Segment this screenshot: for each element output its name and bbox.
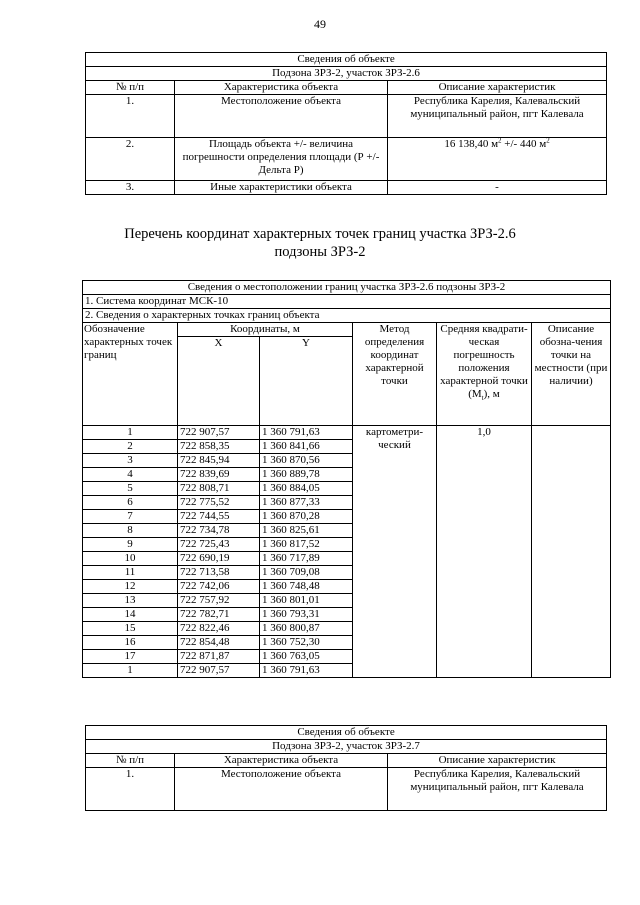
row-description: - bbox=[388, 181, 607, 195]
point-y: 1 360 791,63 bbox=[260, 664, 353, 678]
col-designation-header: Обозначение характерных точек границ bbox=[83, 323, 178, 426]
point-y: 1 360 870,56 bbox=[260, 454, 353, 468]
point-number: 5 bbox=[83, 482, 178, 496]
point-y: 1 360 791,63 bbox=[260, 426, 353, 440]
point-y: 1 360 877,33 bbox=[260, 496, 353, 510]
point-number: 1 bbox=[83, 426, 178, 440]
point-y: 1 360 709,08 bbox=[260, 566, 353, 580]
row-number: 3. bbox=[86, 181, 175, 195]
table-subtitle: Подзона ЗРЗ-2, участок ЗРЗ-2.7 bbox=[86, 740, 607, 754]
row-number: 1. bbox=[86, 768, 175, 811]
point-x: 722 782,71 bbox=[178, 608, 260, 622]
point-x: 722 775,52 bbox=[178, 496, 260, 510]
point-y: 1 360 793,31 bbox=[260, 608, 353, 622]
col-method-header: Метод определения координат характерной точки bbox=[353, 323, 437, 426]
header-description: Описание характеристик bbox=[388, 81, 607, 95]
coordinates-table bbox=[82, 280, 611, 678]
heading-line-1: Перечень координат характерных точек границ участка ЗРЗ-2.6 bbox=[124, 226, 516, 242]
point-y: 1 360 748,48 bbox=[260, 580, 353, 594]
col-coords-header: Координаты, м bbox=[178, 323, 353, 337]
header-characteristic: Характеристика объекта bbox=[175, 81, 388, 95]
object-info-table-zrz-2-7 bbox=[85, 725, 607, 811]
method-value: картометри-ческий bbox=[353, 426, 437, 678]
point-number: 15 bbox=[83, 622, 178, 636]
point-x: 722 907,57 bbox=[178, 426, 260, 440]
point-x: 722 808,71 bbox=[178, 482, 260, 496]
col-y-header: Y bbox=[260, 337, 353, 426]
coords-table-title: Сведения о местоположении границ участка ЗРЗ-2.6 подзоны ЗРЗ-2 bbox=[83, 281, 611, 295]
point-number: 4 bbox=[83, 468, 178, 482]
point-number: 3 bbox=[83, 454, 178, 468]
point-x: 722 713,58 bbox=[178, 566, 260, 580]
point-y: 1 360 717,89 bbox=[260, 552, 353, 566]
row-description: Республика Карелия, Калевальский муниципальный район, пгт Калевала bbox=[388, 768, 607, 811]
point-y: 1 360 763,05 bbox=[260, 650, 353, 664]
point-number: 2 bbox=[83, 440, 178, 454]
error-value: 1,0 bbox=[437, 426, 532, 678]
point-y: 1 360 817,52 bbox=[260, 538, 353, 552]
table-title: Сведения об объекте bbox=[86, 726, 607, 740]
point-x: 722 757,92 bbox=[178, 594, 260, 608]
heading-line-2: подзоны ЗРЗ-2 bbox=[274, 244, 366, 260]
point-y: 1 360 752,30 bbox=[260, 636, 353, 650]
point-number: 6 bbox=[83, 496, 178, 510]
point-x: 722 871,87 bbox=[178, 650, 260, 664]
point-y: 1 360 884,05 bbox=[260, 482, 353, 496]
point-y: 1 360 825,61 bbox=[260, 524, 353, 538]
point-x: 722 690,19 bbox=[178, 552, 260, 566]
row-characteristic: Местоположение объекта bbox=[175, 95, 388, 138]
point-x: 722 744,55 bbox=[178, 510, 260, 524]
section-heading bbox=[80, 225, 560, 261]
point-number: 1 bbox=[83, 664, 178, 678]
point-number: 13 bbox=[83, 594, 178, 608]
row-characteristic: Площадь объекта +/- величина погрешности определения площади (Р +/- Дельта Р) bbox=[175, 138, 388, 181]
point-x: 722 858,35 bbox=[178, 440, 260, 454]
header-description: Описание характеристик bbox=[388, 754, 607, 768]
point-number: 17 bbox=[83, 650, 178, 664]
col-x-header: X bbox=[178, 337, 260, 426]
col-description-header: Описание обозна-чения точки на местности (при наличии) bbox=[532, 323, 611, 426]
point-x: 722 725,43 bbox=[178, 538, 260, 552]
points-body bbox=[83, 426, 611, 678]
point-number: 8 bbox=[83, 524, 178, 538]
point-y: 1 360 889,78 bbox=[260, 468, 353, 482]
row-description: 16 138,40 $м^2$ +/- 440 $м^2$ bbox=[388, 138, 607, 181]
coord-system-row: 1. Система координат МСК-10 bbox=[83, 295, 611, 309]
point-number: 9 bbox=[83, 538, 178, 552]
point-y: 1 360 870,28 bbox=[260, 510, 353, 524]
point-x: 722 907,57 bbox=[178, 664, 260, 678]
header-number: № п/п bbox=[86, 81, 175, 95]
row-number: 1. bbox=[86, 95, 175, 138]
point-description-cell bbox=[532, 426, 611, 678]
points-section-row: 2. Сведения о характерных точках границ объекта bbox=[83, 309, 611, 323]
page-number: 49 bbox=[314, 17, 326, 31]
point-x: 722 734,78 bbox=[178, 524, 260, 538]
point-y: 1 360 801,01 bbox=[260, 594, 353, 608]
row-number: 2. bbox=[86, 138, 175, 181]
row-characteristic: Местоположение объекта bbox=[175, 768, 388, 811]
point-number: 11 bbox=[83, 566, 178, 580]
header-characteristic: Характеристика объекта bbox=[175, 754, 388, 768]
point-number: 7 bbox=[83, 510, 178, 524]
col-error-header: Средняя квадрати-ческая погрешность положения характерной точки $(M_t)$, м bbox=[437, 323, 532, 426]
point-y: 1 360 800,87 bbox=[260, 622, 353, 636]
row-characteristic: Иные характеристики объекта bbox=[175, 181, 388, 195]
point-x: 722 742,06 bbox=[178, 580, 260, 594]
table-subtitle: Подзона ЗРЗ-2, участок ЗРЗ-2.6 bbox=[86, 67, 607, 81]
point-x: 722 845,94 bbox=[178, 454, 260, 468]
point-number: 10 bbox=[83, 552, 178, 566]
point-x: 722 822,46 bbox=[178, 622, 260, 636]
point-x: 722 839,69 bbox=[178, 468, 260, 482]
coordinate-row bbox=[83, 426, 611, 440]
table-title: Сведения об объекте bbox=[86, 53, 607, 67]
header-number: № п/п bbox=[86, 754, 175, 768]
point-number: 12 bbox=[83, 580, 178, 594]
point-y: 1 360 841,66 bbox=[260, 440, 353, 454]
point-x: 722 854,48 bbox=[178, 636, 260, 650]
row-description: Республика Карелия, Калевальский муниципальный район, пгт Калевала bbox=[388, 95, 607, 138]
point-number: 16 bbox=[83, 636, 178, 650]
object-info-table-zrz-2-6 bbox=[85, 52, 607, 195]
point-number: 14 bbox=[83, 608, 178, 622]
